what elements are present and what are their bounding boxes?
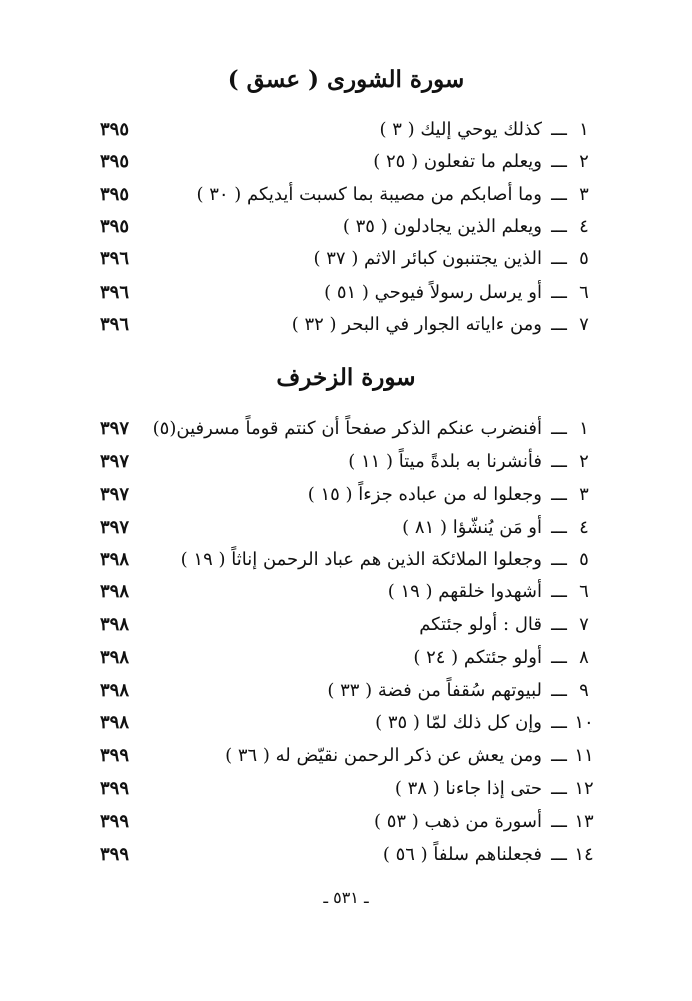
- list-item: [96, 278, 596, 308]
- entry-dash: ـــ: [551, 581, 567, 602]
- entry-dash: ـــ: [551, 484, 567, 505]
- entry-text: فأنشرنا به بلدةً ميتاً ( ١١ ): [348, 451, 542, 472]
- entry-dash: ـــ: [551, 811, 567, 832]
- list-item: [96, 774, 596, 804]
- entry-number: ٣: [579, 184, 589, 205]
- list-item: [96, 480, 596, 510]
- entry-text: وما أصابكم من مصيبة بما كسبت أيديكم ( ٣٠ ): [196, 184, 542, 205]
- entry-dash: ـــ: [551, 216, 567, 237]
- entry-dash: ـــ: [551, 151, 567, 172]
- entry-page-number: ٣٩٨: [100, 712, 130, 733]
- entry-number: ٥: [579, 549, 589, 570]
- list-item: [96, 115, 596, 145]
- entry-number: ٥: [579, 248, 589, 269]
- list-item: [96, 212, 596, 242]
- entry-number: ٦: [579, 282, 589, 303]
- entry-dash: ـــ: [551, 517, 567, 538]
- entry-text: فجعلناهم سلفاً ( ٥٦ ): [382, 844, 542, 865]
- entry-page-number: ٣٩٨: [100, 647, 130, 668]
- entry-page-number: ٣٩٧: [100, 418, 130, 439]
- entry-dash: ـــ: [551, 745, 567, 766]
- entry-page-number: ٣٩٦: [100, 282, 130, 303]
- entry-number: ٢: [579, 151, 589, 172]
- entry-number: ٧: [579, 314, 589, 335]
- entry-number: ٩: [579, 680, 589, 701]
- list-item: [96, 676, 596, 706]
- entry-dash: ـــ: [551, 418, 567, 439]
- entry-page-number: ٣٩٩: [100, 745, 130, 766]
- entry-number: ٣: [579, 484, 589, 505]
- entry-dash: ـــ: [551, 680, 567, 701]
- entry-page-number: ٣٩٧: [100, 517, 130, 538]
- entry-text: لبيوتهم سُقفاً من فضة ( ٣٣ ): [327, 680, 542, 701]
- entry-page-number: ٣٩٨: [100, 680, 130, 701]
- entry-page-number: ٣٩٩: [100, 844, 130, 865]
- entry-page-number: ٣٩٥: [100, 184, 130, 205]
- list-item: [96, 180, 596, 210]
- entry-page-number: ٣٩٥: [100, 151, 130, 172]
- list-item: [96, 244, 596, 274]
- entry-text: ويعلم الذين يجادلون ( ٣٥ ): [342, 216, 542, 237]
- entry-dash: ـــ: [551, 314, 567, 335]
- list-item: [96, 414, 596, 444]
- list-item: [96, 577, 596, 607]
- entry-text: أسورة من ذهب ( ٥٣ ): [373, 811, 542, 832]
- entry-dash: ـــ: [551, 248, 567, 269]
- entry-page-number: ٣٩٧: [100, 484, 130, 505]
- entry-number: ١٤: [574, 844, 594, 865]
- section-title-shura: سورة الشورى ( عسق ): [227, 66, 465, 93]
- list-item: [96, 545, 596, 575]
- entry-text: أشهدوا خلقهم ( ١٩ ): [387, 581, 542, 602]
- entry-number: ٢: [579, 451, 589, 472]
- entry-dash: ـــ: [551, 119, 567, 140]
- entry-text: كذلك يوحي إليك ( ٣ ): [379, 119, 542, 140]
- list-item: [96, 643, 596, 673]
- entry-text: قال : أولو جئتكم: [419, 614, 542, 635]
- entry-dash: ـــ: [551, 614, 567, 635]
- entry-dash: ـــ: [551, 712, 567, 733]
- entry-dash: ـــ: [551, 282, 567, 303]
- entry-text: ويعلم ما تفعلون ( ٢٥ ): [373, 151, 542, 172]
- entry-number: ٤: [579, 216, 589, 237]
- entry-page-number: ٣٩٦: [100, 314, 130, 335]
- list-item: [96, 310, 596, 340]
- entry-dash: ـــ: [551, 184, 567, 205]
- entry-text: وجعلوا له من عباده جزءاً ( ١٥ ): [307, 484, 542, 505]
- entry-text: حتى إذا جاءنا ( ٣٨ ): [394, 778, 542, 799]
- entry-text: وجعلوا الملائكة الذين هم عباد الرحمن إناثاً ( ١٩ ): [180, 549, 542, 570]
- entry-number: ٤: [579, 517, 589, 538]
- entry-text: أو مَن يُنشّؤا ( ٨١ ): [402, 517, 542, 538]
- entry-dash: ـــ: [551, 844, 567, 865]
- list-item: [96, 147, 596, 177]
- entry-text: وإن كل ذلك لمّا ( ٣٥ ): [375, 712, 542, 733]
- entry-number: ١٣: [574, 811, 594, 832]
- entry-number: ١٠: [574, 712, 594, 733]
- entry-text: أفنضرب عنكم الذكر صفحاً أن كنتم قوماً مسرفين(٥): [152, 418, 542, 439]
- entry-dash: ـــ: [551, 647, 567, 668]
- list-item: [96, 840, 596, 870]
- entry-dash: ـــ: [551, 778, 567, 799]
- entry-page-number: ٣٩٩: [100, 778, 130, 799]
- entry-dash: ـــ: [551, 451, 567, 472]
- list-item: [96, 513, 596, 543]
- section-title-zukhruf: سورة الزخرف: [276, 364, 416, 391]
- list-item: [96, 447, 596, 477]
- entry-number: ٧: [579, 614, 589, 635]
- list-item: [96, 708, 596, 738]
- list-item: [96, 741, 596, 771]
- entry-number: ١: [579, 119, 589, 140]
- entry-page-number: ٣٩٨: [100, 581, 130, 602]
- entry-number: ١: [579, 418, 589, 439]
- entry-text: ومن يعش عن ذكر الرحمن نقيّض له ( ٣٦ ): [225, 745, 542, 766]
- entry-text: ومن ءاياته الجوار في البحر ( ٣٢ ): [291, 314, 542, 335]
- entry-text: أو يرسل رسولاً فيوحي ( ٥١ ): [324, 282, 542, 303]
- entry-page-number: ٣٩٩: [100, 811, 130, 832]
- entry-text: الذين يجتنبون كبائر الاثم ( ٣٧ ): [313, 248, 542, 269]
- page-footer-number: ـ ٥٣١ ـ: [323, 888, 369, 907]
- entry-page-number: ٣٩٨: [100, 614, 130, 635]
- entry-dash: ـــ: [551, 549, 567, 570]
- entry-text: أولو جئتكم ( ٢٤ ): [413, 647, 542, 668]
- entry-page-number: ٣٩٧: [100, 451, 130, 472]
- entry-number: ١١: [574, 745, 594, 766]
- entry-number: ٦: [579, 581, 589, 602]
- entry-page-number: ٣٩٥: [100, 216, 130, 237]
- entry-number: ١٢: [574, 778, 594, 799]
- entry-page-number: ٣٩٦: [100, 248, 130, 269]
- list-item: [96, 807, 596, 837]
- entry-page-number: ٣٩٨: [100, 549, 130, 570]
- entry-page-number: ٣٩٥: [100, 119, 130, 140]
- entry-number: ٨: [579, 647, 589, 668]
- list-item: [96, 610, 596, 640]
